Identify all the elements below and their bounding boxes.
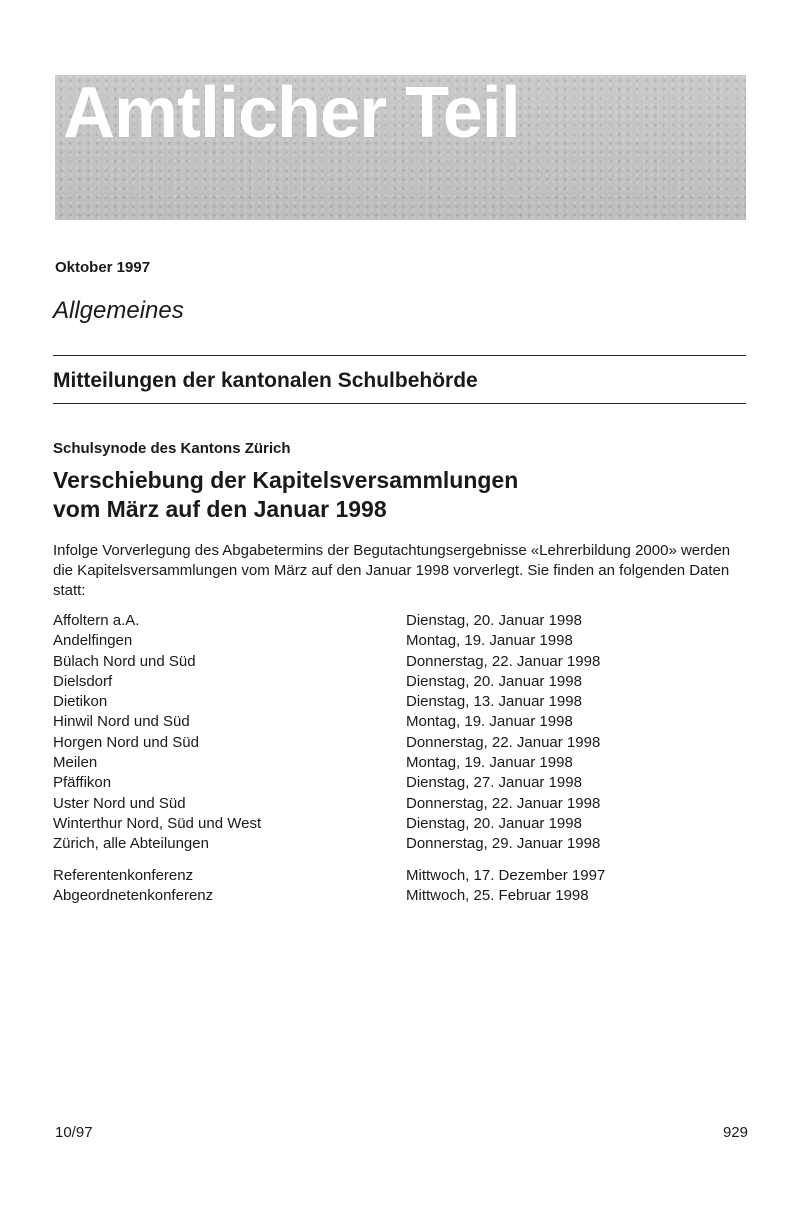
schedule-place: Pfäffikon bbox=[53, 774, 112, 792]
schedule-row bbox=[53, 712, 748, 732]
schedule-date: Montag, 19. Januar 1998 bbox=[406, 713, 573, 731]
article-title bbox=[53, 466, 733, 524]
schedule-date: Donnerstag, 22. Januar 1998 bbox=[406, 733, 601, 751]
schedule-row bbox=[53, 773, 748, 793]
conference-date: Mittwoch, 25. Februar 1998 bbox=[406, 887, 589, 905]
article-title-line-1: Verschiebung der Kapitelsversammlungen bbox=[53, 467, 519, 493]
article-intro: Infolge Vorverlegung des Abgabetermins der Begutachtungsergebnisse «Lehrerbildung 2000» werden die Kapitelsversammlungen vom März auf den Januar 1998 vorverlegt. Sie finden an folgenden Daten statt: bbox=[53, 542, 731, 599]
header-banner bbox=[55, 75, 746, 220]
schedule-place: Dietikon bbox=[53, 693, 108, 711]
divider-top bbox=[53, 355, 746, 356]
schedule-date: Donnerstag, 22. Januar 1998 bbox=[406, 794, 601, 812]
section-heading: Mitteilungen der kantonalen Schulbehörde bbox=[53, 369, 478, 392]
schedule-place: Horgen Nord und Süd bbox=[53, 733, 199, 751]
schedule-date: Montag, 19. Januar 1998 bbox=[406, 754, 573, 772]
schedule-date: Dienstag, 20. Januar 1998 bbox=[406, 672, 582, 690]
schedule-row bbox=[53, 733, 748, 753]
schedule-row bbox=[53, 631, 748, 651]
schedule-row bbox=[53, 692, 748, 712]
footer-page-number: 929 bbox=[722, 1124, 748, 1141]
divider-bottom bbox=[53, 403, 746, 404]
conference-date: Mittwoch, 17. Dezember 1997 bbox=[406, 867, 606, 884]
schedule-place: Winterthur Nord, Süd und West bbox=[53, 814, 262, 832]
schedule-list bbox=[53, 611, 748, 855]
schedule-place: Bülach Nord und Süd bbox=[53, 652, 196, 670]
schedule-row bbox=[53, 611, 748, 631]
article-title-line-2: vom März auf den Januar 1998 bbox=[53, 496, 387, 522]
schedule-place: Hinwil Nord und Süd bbox=[53, 713, 190, 731]
schedule-row bbox=[53, 652, 748, 672]
category-label: Allgemeines bbox=[53, 297, 184, 324]
footer-issue: 10/97 bbox=[55, 1124, 93, 1141]
issue-date: Oktober 1997 bbox=[55, 259, 151, 276]
schedule-date: Donnerstag, 22. Januar 1998 bbox=[406, 652, 601, 670]
schedule-date: Dienstag, 20. Januar 1998 bbox=[406, 814, 582, 832]
schedule-row bbox=[53, 814, 748, 834]
conference-name: Referentenkonferenz bbox=[53, 867, 194, 884]
conference-list bbox=[53, 866, 748, 907]
schedule-row bbox=[53, 753, 748, 773]
conference-name: Abgeordnetenkonferenz bbox=[53, 887, 214, 905]
conference-row bbox=[53, 866, 748, 886]
schedule-date: Dienstag, 20. Januar 1998 bbox=[406, 612, 582, 629]
schedule-row bbox=[53, 834, 748, 854]
schedule-place: Meilen bbox=[53, 754, 98, 772]
schedule-date: Montag, 19. Januar 1998 bbox=[406, 632, 573, 650]
schedule-date: Donnerstag, 29. Januar 1998 bbox=[406, 835, 601, 853]
schedule-place: Andelfingen bbox=[53, 632, 133, 650]
schedule-place: Affoltern a.A. bbox=[53, 612, 140, 629]
schedule-place: Zürich, alle Abteilungen bbox=[53, 835, 209, 853]
schedule-date: Dienstag, 27. Januar 1998 bbox=[406, 774, 582, 792]
schedule-date: Dienstag, 13. Januar 1998 bbox=[406, 693, 582, 711]
schedule-place: Uster Nord und Süd bbox=[53, 794, 186, 812]
schedule-place: Dielsdorf bbox=[53, 672, 113, 690]
schedule-row bbox=[53, 672, 748, 692]
conference-row bbox=[53, 886, 748, 906]
banner-title: Amtlicher Teil bbox=[63, 75, 520, 153]
schedule-row bbox=[53, 794, 748, 814]
article-subheading: Schulsynode des Kantons Zürich bbox=[53, 440, 291, 457]
